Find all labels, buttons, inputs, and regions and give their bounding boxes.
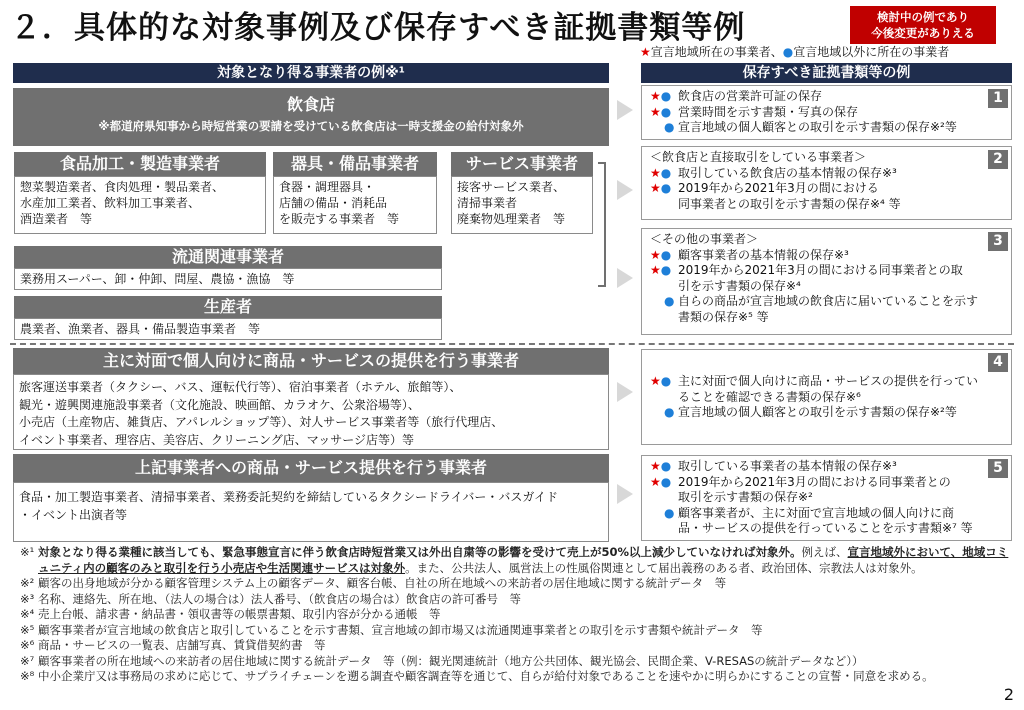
legend: ★宣言地域所在の事業者、●宣言地域以外に所在の事業者	[640, 45, 950, 59]
dot-icon: ●	[664, 505, 675, 520]
doc-number: 1	[988, 89, 1008, 108]
dot-icon: ●	[660, 89, 672, 103]
marker	[650, 405, 678, 421]
dot-icon: ●	[660, 104, 672, 119]
bracket	[598, 162, 606, 287]
marker	[650, 475, 678, 491]
face-box: 旅客運送事業者（タクシー、バス、運転代行等）、宿泊事業者（ホテル、旅館等）、 観光・遊興関連施設事業者（文化施設、映画館、カラオケ、公衆浴場等）、 小売店（土産物店、雑貨店、アパレルショップ等）、対人サービス事業者等（旅行代理店、 イベント事業者、理容店、美容店、クリーニング店、マッサージ店等）等	[13, 374, 609, 450]
doc-box-4: 4 ★● 主に対面で個人向けに商品・サービスの提供を行ってい ることを確認できる書類の保存※⁶ ● 宣言地域の個人顧客との取引を示す書類の保存※²等	[641, 349, 1012, 445]
equipment-box: 食器・調理器具・ 店舗の備品・消耗品 を販売する事業者 等	[273, 176, 437, 234]
notice-badge: 検討中の例であり 今後変更がありえる	[850, 6, 996, 44]
supplier-title: 上記事業者への商品・サービス提供を行う事業者	[13, 454, 609, 482]
dot-icon: ●	[782, 45, 794, 59]
service-title: サービス事業者	[451, 152, 593, 176]
doc-header: ＜その他の事業者＞	[650, 232, 759, 246]
doc-box-3: 3 ＜その他の事業者＞ ★● 顧客事業者の基本情報の保存※³ ★● 2019年から2021年3月の間における同事業者との取 引を示す書類の保存※⁴ ● 自らの商品が宣言地域の飲食店に届いていることを示す 書類の保存※⁵ 等	[641, 228, 1012, 335]
page-title: ２．具体的な対象事例及び保存すべき証拠書類等例	[10, 10, 746, 46]
marker	[650, 120, 678, 136]
marker	[650, 166, 678, 182]
doc-number: 4	[988, 353, 1008, 372]
dot-icon: ●	[660, 165, 672, 180]
footnotes	[20, 545, 1016, 685]
marker	[650, 248, 678, 264]
star-icon: ★	[650, 89, 661, 103]
doc-box-5: 5 ★● 取引している事業者の基本情報の保存※³ ★● 2019年から2021年3月の間における同事業者との 取引を示す書類の保存※² ● 顧客事業者が、主に対面で宣言地域の個人向けに商 品・サービスの提供を行っていることを示す書類※⁷ 等	[641, 455, 1012, 541]
star-icon: ★	[650, 104, 661, 119]
dot-icon: ●	[664, 405, 675, 419]
star-icon: ★	[650, 263, 661, 277]
dot-icon: ●	[664, 120, 675, 134]
page-number: 2	[1003, 685, 1014, 704]
producer-box: 農業者、漁業者、器具・備品製造事業者 等	[14, 318, 442, 340]
footnote: ※⁵ 顧客事業者が宣言地域の飲食店と取引していることを示す書類、宣言地域の卸市場又は流通関連事業者との取引を示す書類や統計データ 等	[20, 622, 763, 637]
left-header: 対象となり得る事業者の例※¹	[13, 63, 609, 83]
marker	[650, 263, 678, 279]
logistics-title: 流通関連事業者	[14, 246, 442, 268]
marker	[650, 506, 678, 522]
star-icon: ★	[640, 45, 651, 59]
equipment-title: 器具・備品事業者	[273, 152, 437, 176]
star-icon: ★	[650, 459, 661, 473]
dot-icon: ●	[660, 263, 672, 277]
doc-header: ＜飲食店と直接取引をしている事業者＞	[650, 150, 867, 164]
star-icon: ★	[650, 181, 661, 195]
dot-icon: ●	[660, 459, 672, 473]
footnote: ※³ 名称、連絡先、所在地、（法人の場合は）法人番号、（飲食店の場合は）飲食店の許可番号 等	[20, 591, 521, 606]
arrow-right-icon	[617, 180, 633, 200]
face-title: 主に対面で個人向けに商品・サービスの提供を行う事業者	[13, 348, 609, 374]
food-box: 惣菜製造業者、食肉処理・製品業者、 水産加工業者、飲料加工事業者、 酒造業者 等	[14, 176, 266, 234]
star-icon: ★	[650, 374, 661, 388]
doc-number: 3	[988, 232, 1008, 251]
doc-box-2: 2 ＜飲食店と直接取引をしている事業者＞ ★● 取引している飲食店の基本情報の保存※³ ★● 2019年から2021年3月の間における 同事業者との取引を示す書類の保存※⁴ 等	[641, 146, 1012, 220]
dot-icon: ●	[660, 474, 672, 489]
footnote: ※⁶ 商品・サービスの一覧表、店舗写真、賃貸借契約書 等	[20, 638, 326, 652]
dot-icon: ●	[660, 374, 672, 388]
marker	[650, 105, 678, 121]
logistics-box: 業務用スーパー、卸・仲卸、問屋、農協・漁協 等	[14, 268, 442, 290]
footnote: ※⁸ 中小企業庁又は事務局の求めに応じて、サプライチェーンを遡る調査や顧客調査等を通じて、自らが給付対象であることを速やかに明らかにすることの宣誓・同意を求める。	[20, 669, 934, 683]
doc-box-1: 1 ★● 飲食店の営業許可証の保存 ★● 営業時間を示す書類・写真の保存 ● 宣言地域の個人顧客との取引を示す書類の保存※²等	[641, 85, 1012, 140]
footnote: ※² 顧客の出身地域が分かる顧客管理システム上の顧客データ、顧客台帳、自社の所在地域への来訪者の居住地域に関する統計データ 等	[20, 576, 727, 590]
doc-number: 2	[988, 150, 1008, 169]
food-title: 食品加工・製造事業者	[14, 152, 266, 176]
marker	[650, 89, 678, 105]
restaurant-title: 飲食店	[286, 95, 335, 114]
marker	[650, 459, 678, 475]
marker	[650, 374, 678, 390]
marker	[650, 294, 678, 310]
right-header: 保存すべき証拠書類等の例	[641, 63, 1012, 83]
arrow-right-icon	[617, 100, 633, 120]
restaurant-box	[13, 88, 609, 146]
footnote: ※⁴ 売上台帳、請求書・納品書・領収書等の帳票書類、取引内容が分かる通帳 等	[20, 607, 441, 621]
dot-icon: ●	[664, 294, 675, 308]
footnote: ※⁷ 顧客事業者の所在地域への来訪者の居住地域に関する統計データ 等（例：観光関連統計（地方公共団体、観光協会、民間企業、V-RESASの統計データなど））	[20, 653, 864, 668]
producer-title: 生産者	[14, 296, 442, 318]
restaurant-subtitle: ※都道府県知事から時短営業の要請を受けている飲食店は一時支援金の給付対象外	[98, 119, 524, 133]
star-icon: ★	[650, 247, 661, 262]
arrow-right-icon	[617, 484, 633, 504]
section-divider	[10, 343, 1014, 345]
dot-icon: ●	[660, 181, 672, 195]
star-icon: ★	[650, 474, 661, 489]
arrow-right-icon	[617, 268, 633, 288]
supplier-box: 食品・加工製造事業者、清掃事業者、業務委託契約を締結しているタクシードライバー・バスガイド ・イベント出演者等	[13, 482, 609, 542]
marker	[650, 181, 678, 197]
star-icon: ★	[650, 165, 661, 180]
footnote-1: ※¹ 対象となり得る業種に該当しても、緊急事態宣言に伴う飲食店時短営業又は外出自粛等の影響を受けて売上が50%以上減少していなければ対象外。例えば、宣言地域外において、地域コミュニティ内の顧客のみと取引を行う小売店や生活関連サービスは対象外。また、公共法人、風営法上の性風俗関連として届出義務のある者、政治団体、宗教法人は対象外。	[20, 545, 1009, 575]
doc-number: 5	[988, 459, 1008, 478]
service-box: 接客サービス業者、 清掃事業者 廃棄物処理業者 等	[451, 176, 593, 234]
arrow-right-icon	[617, 382, 633, 402]
dot-icon: ●	[660, 247, 672, 262]
